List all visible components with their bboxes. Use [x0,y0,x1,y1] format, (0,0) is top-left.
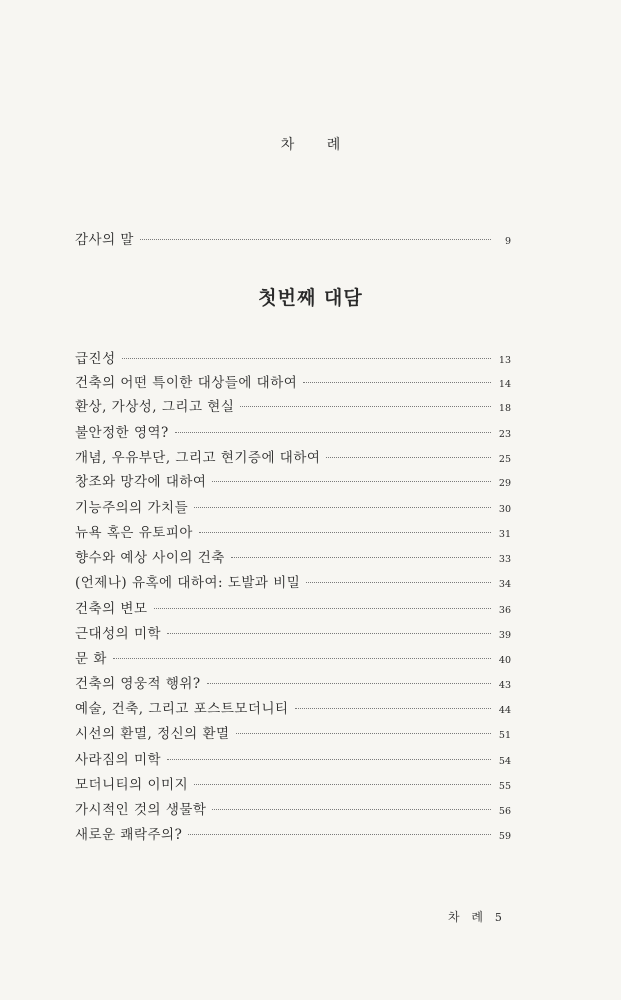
dot-leader [231,556,491,558]
dot-leader [199,531,491,533]
toc-entry-page: 29 [498,478,511,489]
toc-entry-label: 예술, 건축, 그리고 포스트모더니티 [75,701,289,717]
toc-entry[interactable] [75,395,511,415]
dot-leader [167,758,491,760]
toc-entry[interactable] [75,546,511,566]
toc-entry[interactable] [75,597,511,617]
toc-entry-page: 9 [504,236,511,247]
toc-entry-page: 33 [498,554,511,565]
dot-leader [236,732,491,734]
toc-entry[interactable] [75,571,511,591]
toc-entry-page: 56 [498,806,511,817]
toc-entry-page: 36 [498,605,511,616]
dot-leader [212,480,491,482]
toc-entry[interactable] [75,798,511,818]
toc-entry-page: 23 [498,429,511,440]
toc-entry-page: 55 [498,781,511,792]
toc-entry-page: 51 [498,730,511,741]
toc-entry-label: 불안정한 영역? [75,425,169,441]
toc-entry-page: 34 [498,579,511,590]
toc-entry-label: 급진성 [75,351,116,367]
toc-entry[interactable] [75,697,511,717]
toc-entry-label: 근대성의 미학 [75,626,162,642]
dot-leader [326,456,491,458]
page-title: 차 례 [280,137,355,153]
toc-entry-label: 시선의 환멸, 정신의 환멸 [75,726,230,742]
toc-entry-page: 25 [498,454,511,465]
toc-entry-label: 가시적인 것의 생물학 [75,802,207,818]
toc-entry-label: 감사의 말 [75,232,134,248]
toc-entry[interactable] [75,421,511,441]
section-heading: 첫번째 대담 [258,287,363,309]
dot-leader [188,833,491,835]
toc-entry[interactable] [75,622,511,642]
toc-entry-label: 건축의 영웅적 행위? [75,676,201,692]
toc-entry-label: 개념, 우유부단, 그리고 현기증에 대하여 [75,450,321,466]
page-footer [448,908,502,925]
toc-entry-page: 18 [498,403,511,414]
toc-entry-page: 43 [498,680,511,691]
dot-leader [122,357,491,359]
toc-entry[interactable] [75,521,511,541]
toc-entry[interactable] [75,773,511,793]
dot-leader [240,405,491,407]
toc-entry[interactable] [75,647,511,667]
toc-entry-page: 14 [498,379,511,390]
toc-entry[interactable] [75,470,511,490]
toc-entry[interactable] [75,347,511,367]
dot-leader [295,707,491,709]
toc-entry-page: 13 [498,355,511,366]
toc-entry-label: 향수와 예상 사이의 건축 [75,550,225,566]
toc-entry-page: 54 [498,756,511,767]
toc-entry-page: 39 [498,630,511,641]
toc-entry-page: 59 [498,831,511,842]
toc-entry-label: 기능주의의 가치들 [75,500,189,516]
dot-leader [303,381,491,383]
toc-entry-label: 문 화 [75,651,107,667]
dot-leader [140,238,491,240]
dot-leader [194,783,491,785]
toc-entry-label: (언제나) 유혹에 대하여: 도발과 비밀 [75,575,301,591]
toc-entry-label: 새로운 쾌락주의? [75,827,183,843]
toc-entry[interactable] [75,496,511,516]
toc-entry-label: 모더니티의 이미지 [75,777,189,793]
footer-page-number: 5 [494,911,502,924]
toc-entry-label: 건축의 어떤 특이한 대상들에 대하여 [75,375,298,391]
toc-entry-page: 40 [498,655,511,666]
dot-leader [306,581,491,583]
toc-entry[interactable] [75,722,511,742]
dot-leader [167,632,491,634]
dot-leader [154,607,492,609]
dot-leader [113,657,491,659]
toc-entry-label: 뉴욕 혹은 유토피아 [75,525,193,541]
toc-entry[interactable] [75,446,511,466]
toc-entry-page: 44 [498,705,511,716]
toc-entry[interactable] [75,371,511,391]
toc-entry-page: 31 [498,529,511,540]
toc-entry-label: 사라짐의 미학 [75,752,162,768]
toc-entry[interactable] [75,823,511,843]
dot-leader [194,506,491,508]
toc-entry-page: 30 [498,504,511,515]
toc-entry-preface[interactable] [75,228,511,248]
toc-entry-label: 환상, 가상성, 그리고 현실 [75,399,235,415]
dot-leader [207,682,491,684]
toc-entry[interactable] [75,672,511,692]
toc-entry-label: 건축의 변모 [75,601,148,617]
dot-leader [175,431,491,433]
dot-leader [212,808,491,810]
toc-entry-label: 창조와 망각에 대하여 [75,474,207,490]
toc-entry[interactable] [75,748,511,768]
footer-label: 차 례 [448,910,487,924]
